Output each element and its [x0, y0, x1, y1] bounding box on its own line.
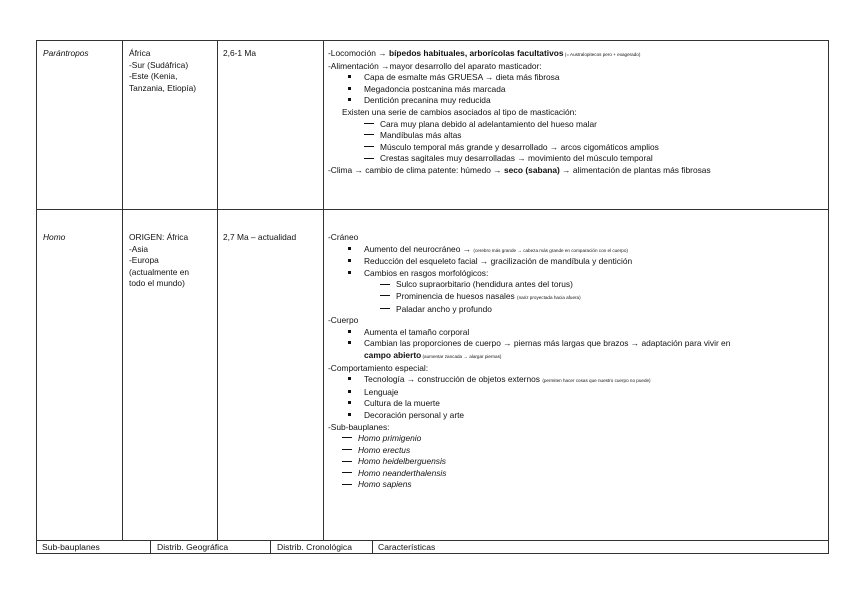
- dash-icon: [342, 484, 352, 485]
- taxon-name: Parántropos: [43, 48, 89, 58]
- region-cell: África -Sur (Sudáfrica) -Este (Kenia, Tanzania, Etiopía): [129, 48, 197, 93]
- dash-icon: [342, 472, 352, 473]
- dash-icon: [364, 123, 374, 124]
- dash-icon: [380, 308, 390, 309]
- features-cell: -Locomoción → bípedos habituales, arborícolas facultativos (= Australopitecos pero + exagerado) -Alimentación →mayor desarrollo del aparato masticador: Capa de esmalte más GRUESA → dieta más fibrosa Megadoncia postcanina más marcada Dentición precanina muy reducida Existen una serie de cambios asociados al tipo de masticación: Cara muy plana debido al adelantamiento del hueso malar Mandíbulas más altas Músculo temporal más grande y desarrollado → arcos cigomáticos amplios Crestas sagitales muy desarrolladas → movimiento del músculo temporal -Clima → cambio de clima patente: húmedo → seco (sabana) → alimentación de plantas más fibrosas: [328, 48, 711, 175]
- dash-icon: [380, 284, 390, 285]
- region-cell: ORIGEN: África -Asia -Europa (actualmente en todo el mundo): [129, 232, 190, 289]
- dash-icon: [364, 146, 374, 147]
- dash-icon: [342, 437, 352, 438]
- table-row: [37, 210, 828, 541]
- taxon-name: Homo: [43, 232, 66, 242]
- dash-icon: [364, 158, 374, 159]
- header-caracteristicas: Características: [378, 542, 436, 552]
- date-cell: 2,6-1 Ma: [223, 48, 257, 58]
- features-cell: -Cráneo Aumento del neurocráneo → (cerebro más grande → cabeza más grande en comparación con el cuerpo) Reducción del esqueleto facial → gracilización de mandíbula y dentición Cambios en rasgos morfológicos: Sulco supraorbitario (hendidura antes del torus) Prominencia de huesos nasales (nariz proyectada hacia afuera) Paladar ancho y profundo -Cuerpo Aumenta el tamaño corporal Cambian las proporciones de cuerpo → piernas más largas que brazos → adaptación para vivir en campo abierto (aumentar zancada → alargar piernas) -Comportamiento especial: Tecnología → construcción de objetos externos (permiten hacer cosas que nuestro cuerpo no puede) Lenguaje Cultura de la muerte Decoración personal y arte -Sub-bauplanes: Homo primigenio Homo erectus Homo heidelberguensis Homo neanderthalensis Homo sapiens: [328, 232, 731, 490]
- header-distrib-cronologica: Distrib. Cronológica: [277, 542, 352, 552]
- date-cell: 2,7 Ma – actualidad: [223, 232, 297, 242]
- dash-icon: [380, 295, 390, 296]
- dash-icon: [342, 449, 352, 450]
- taxa-table: [36, 40, 829, 540]
- dash-icon: [364, 134, 374, 135]
- table-header-row: [36, 540, 829, 554]
- table-row: [37, 41, 828, 210]
- header-distrib-geografica: Distrib. Geográfica: [157, 542, 229, 552]
- dash-icon: [342, 461, 352, 462]
- header-sub-bauplanes: Sub-bauplanes: [42, 542, 100, 552]
